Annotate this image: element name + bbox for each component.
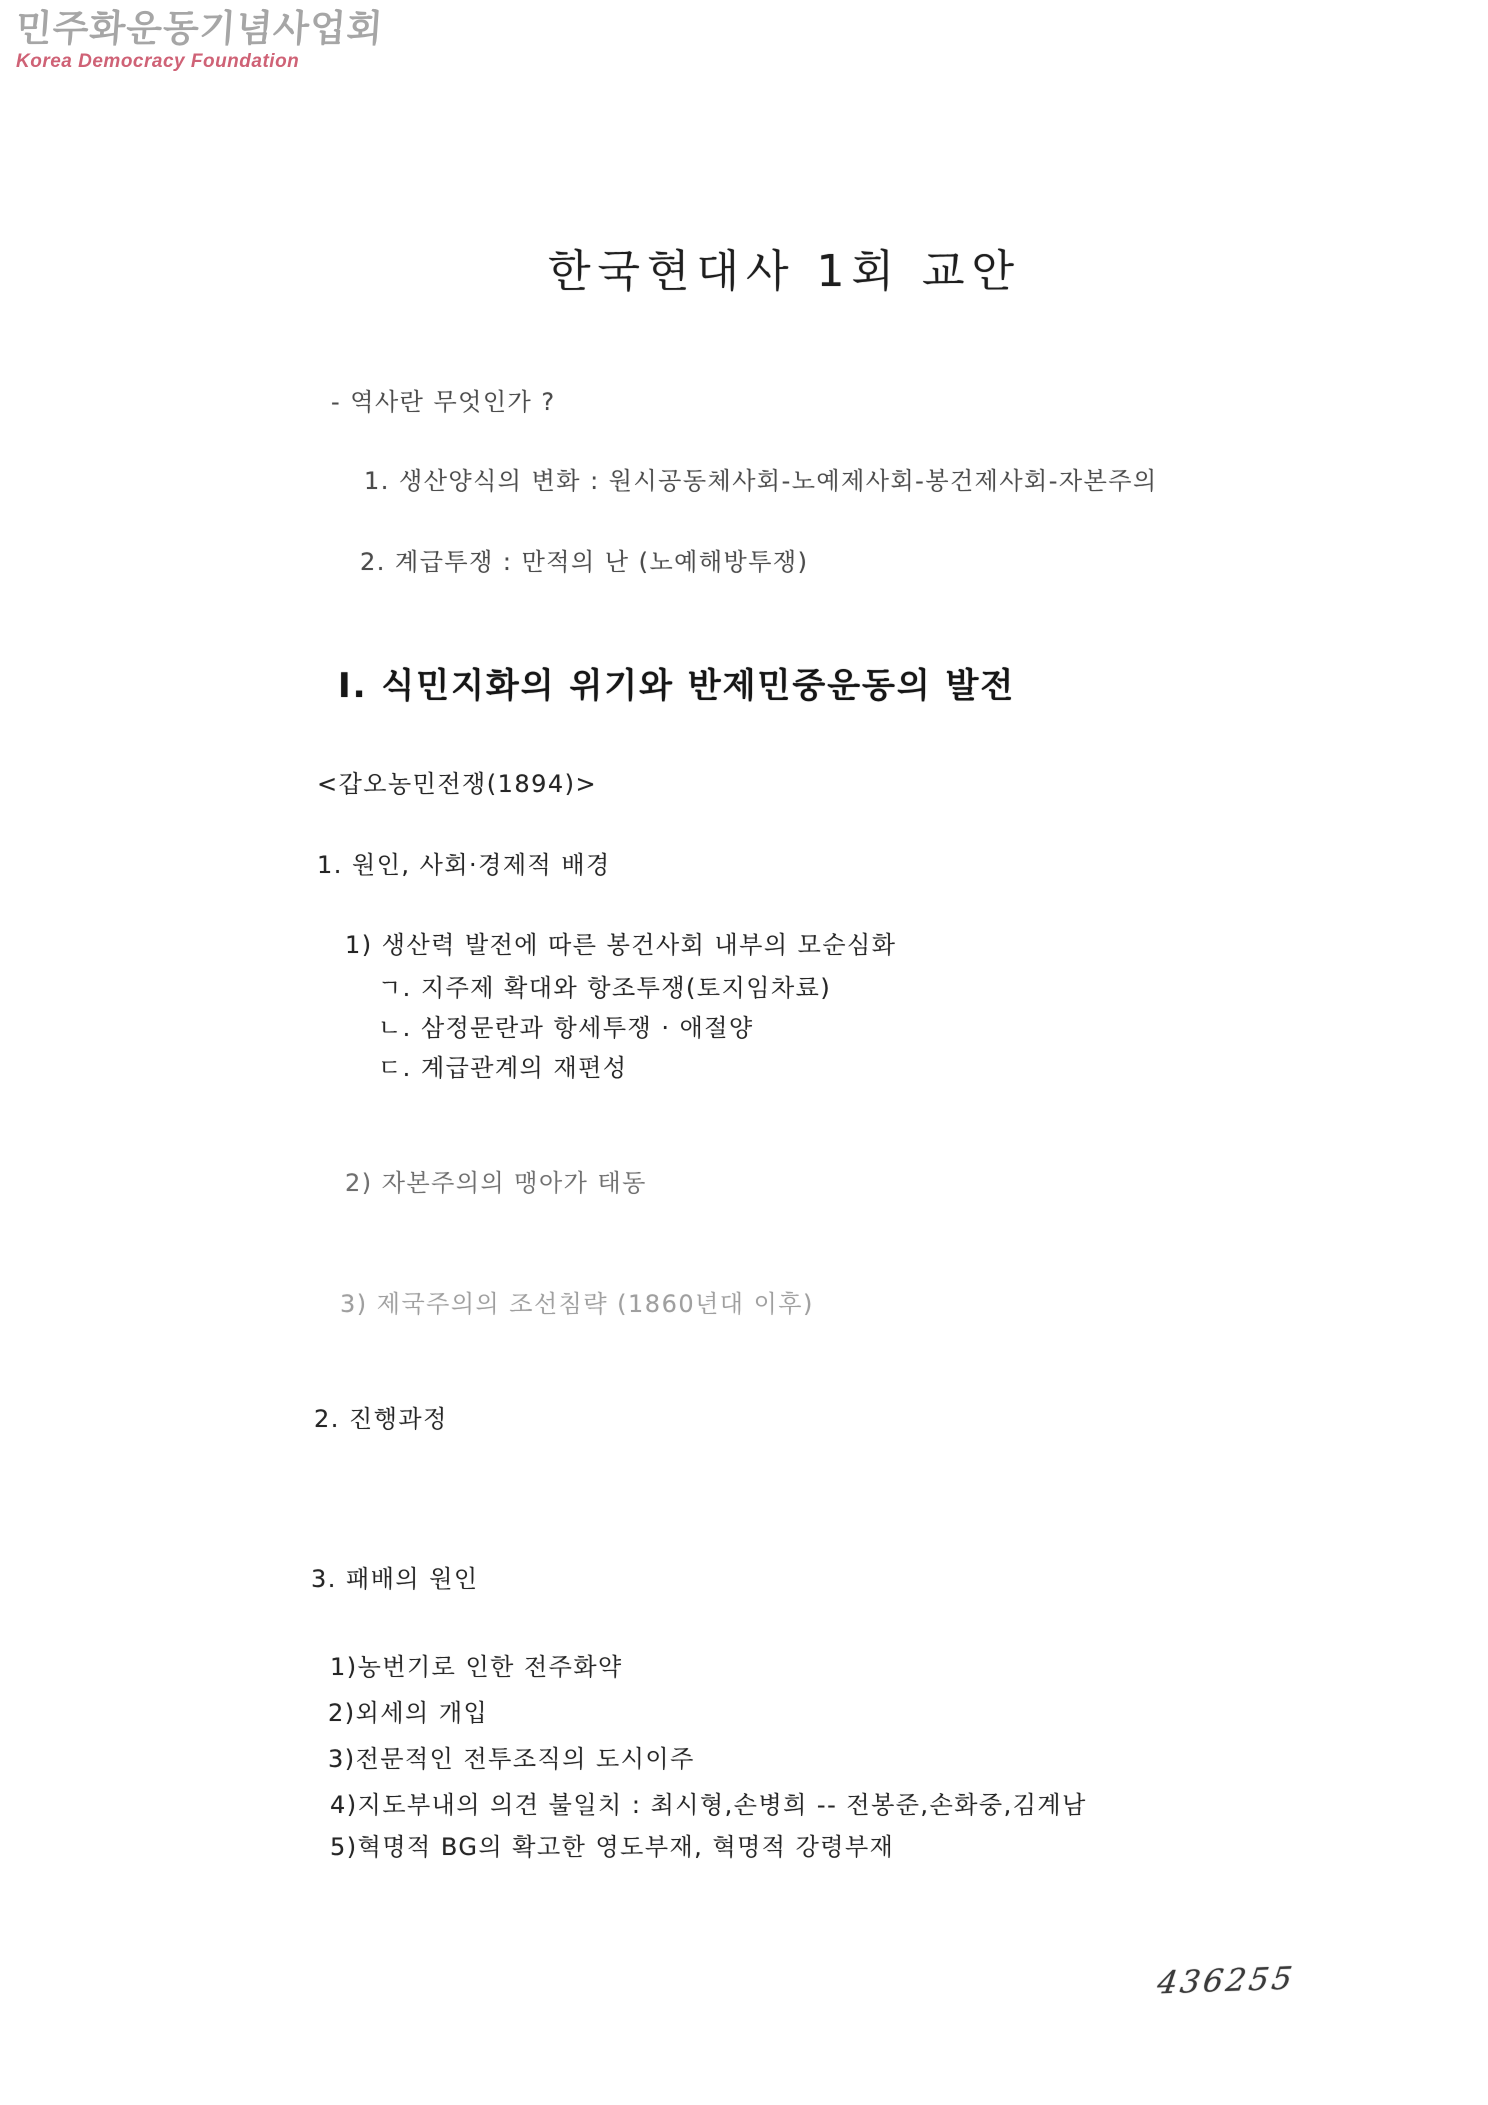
subsection-title: <갑오농민전쟁(1894)>: [317, 770, 598, 798]
question-line: - 역사란 무엇인가 ?: [331, 388, 556, 416]
foundation-logo: [16, 8, 383, 73]
heading-1-causes: 1. 원인, 사회·경제적 배경: [317, 851, 611, 879]
heading-2-progression: 2. 진행과정: [314, 1405, 448, 1433]
handwritten-archive-number: 436255: [1155, 1960, 1298, 2002]
item-1-1-c: ㄷ. 계급관계의 재편성: [378, 1054, 628, 1082]
item-3-3: 3)전문적인 전투조직의 도시이주: [328, 1745, 695, 1773]
heading-3-defeat: 3. 패배의 원인: [311, 1565, 479, 1593]
item-3-1: 1)농번기로 인한 전주화약: [330, 1653, 623, 1681]
item-1-3: 3) 제국주의의 조선침략 (1860년대 이후): [340, 1290, 814, 1318]
item-3-5: 5)혁명적 BG의 확고한 영도부재, 혁명적 강령부재: [330, 1833, 895, 1861]
item-1-1-b: ㄴ. 삼정문란과 항세투쟁 · 애절양: [378, 1014, 754, 1042]
item-3-2: 2)외세의 개입: [328, 1699, 489, 1727]
section-1-heading: Ⅰ. 식민지화의 위기와 반제민중운동의 발전: [338, 666, 1016, 706]
item-1-1: 1) 생산력 발전에 따른 봉건사회 내부의 모순심화: [345, 931, 897, 959]
item-1-1-a: ㄱ. 지주제 확대와 항조투쟁(토지임차료): [378, 974, 832, 1002]
intro-point-1: 1. 생산양식의 변화 : 원시공동체사회-노예제사회-봉건제사회-자본주의: [364, 467, 1158, 495]
document-title: 한국현대사 1회 교안: [548, 246, 1021, 297]
logo-english-text: Korea Democracy Foundation: [16, 50, 300, 72]
logo-korean-calligraphy: 민주화운동기념사업회: [14, 6, 385, 50]
intro-point-2: 2. 계급투쟁 : 만적의 난 (노예해방투쟁): [360, 548, 809, 576]
item-3-4: 4)지도부내의 의견 불일치 : 최시형,손병희 -- 전봉준,손화중,김계남: [330, 1791, 1087, 1819]
item-1-2: 2) 자본주의의 맹아가 태동: [345, 1169, 647, 1197]
